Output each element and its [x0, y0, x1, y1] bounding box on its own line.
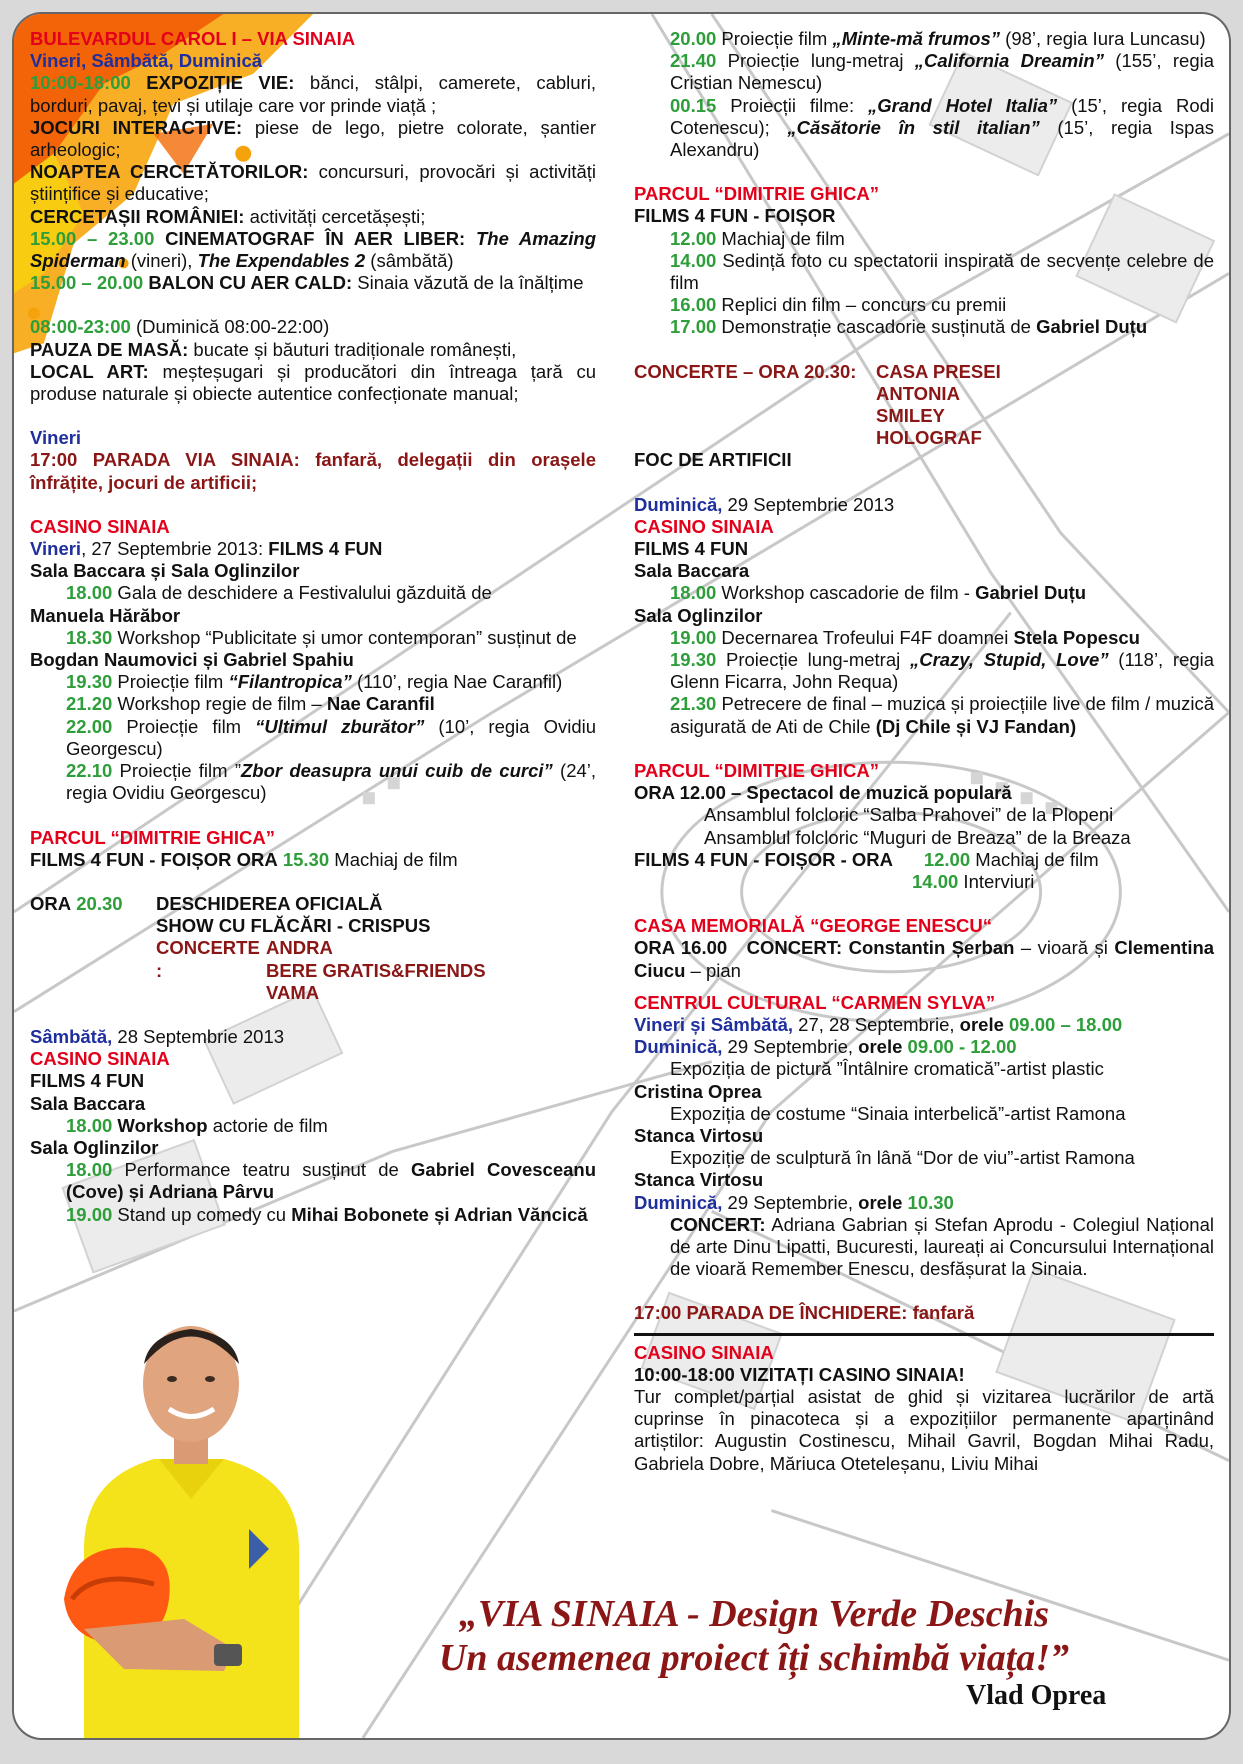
man-with-hardhat-photo — [64, 1299, 319, 1739]
section-title: PARCUL “DIMITRIE GHICA” — [634, 183, 879, 205]
section-title: PARCUL “DIMITRIE GHICA” — [634, 759, 879, 781]
section-title: CASA MEMORIALĂ “GEORGE ENESCU“ — [634, 915, 993, 937]
section-title: CASINO SINAIA — [634, 1341, 774, 1363]
slogan-author: Vlad Oprea — [966, 1680, 1107, 1711]
slogan: „VIA SINAIA - Design Verde Deschis Un asemenea proiect îți schimbă viața!” — [438, 1593, 1070, 1679]
opening-block: ORA 20.30 DESCHIDEREA OFICIALĂ SHOW CU FLĂCĂRI - CRISPUS CONCERTE : ANDRA BERE GRATIS&FRIENDS VAMA — [30, 892, 486, 1003]
poster-page — [12, 12, 1231, 1740]
section-title: CASINO SINAIA — [30, 515, 170, 537]
right-column: 20.00 Proiecție film „Minte-mă frumos” (98’, regia Iura Luncasu) 21.40 Proiecție lung-metraj „California Dreamin” (155’, regia Cristian Nemescu) 00.15 Proiecții filme: „Grand Hotel Italia” (15’, regia Rodi Cotenescu); „Căsătorie în stil italian” (15’, regia Ispas Alexandru) PARCUL “DIMITRIE GHICA” FILMS 4 FUN - FOIȘOR 12.00 Machiaj de film 14.00 Sedință foto cu spectatorii inspirată de secvențe celebre de film 16.00 Replici din film – concurs cu premii 17.00 Demonstrație cascadorie susținută de Gabriel Duțu CONCERTE – ORA 20.30: CASA PRESEI ANTONIA SMILEY HOLOGRAF FOC DE ARTIFICII Duminică, 29 Septembrie 2013 CASINO SINAIA FILMS 4 FUN Sala Baccara 18.00 Workshop cascadorie de film - Gabriel Duțu Sala Oglinzilor 19.00 Decernarea Trofeului F4F doamnei Stela Popescu 19.30 Proiecție lung-metraj „Crazy, Stupid, Love” (118’, regia Glenn Ficarra, John Requa) 21.30 Petrecere de final – muzica și proiecțiile live de film / muzică asigurată de Ati de Chile (Dj Chile și VJ Fandan) PARCUL “DIMITRIE GHICA” ORA 12.00 – Spectacol de muzică populară Ansamblul folcloric “Salba Prahovei” de la Plopeni Ansamblul folcloric “Muguri de Breaza” de la Breaza FILMS 4 FUN - FOIȘOR - ORA 12.00 Machiaj de film 14.00 Interviuri CASA MEMORIALĂ “GEORGE ENESCU“ ORA 16.00 CONCERT: Constantin Șerban – vioară și Clementina Ciucu – pian CENTRUL CULTURAL “CARMEN SYLVA” Vineri și Sâmbătă, 27, 28 Septembrie, orele 09.00 – 18.00 Duminică, 29 Septembrie, orele 09.00 - 12.00 Expoziția de pictură ”Întâlnire cromatică”-artist plastic Cristina Oprea Expoziția de costume “Sinaia interbelică”-artist Ramona Stanca Virtosu Expoziție de sculptură în lână “Dor de viu”-artist Ramona Stanca Virtosu Duminică, 29 Septembrie, orele 10.30 CONCERT: Adriana Gabrian și Stefan Aprodu - Colegiul Național de arte Dinu Lipatti, Bucuresti, laureați ai Concursului Internațional de vioară Remember Enescu, desfășurat la Sinaia. 17:00 PARADA DE ÎNCHIDERE: fanfară CASINO SINAIA 10:00-18:00 VIZITAȚI CASINO SINAIA! Tur complet/parțial asistat de ghid și vizitarea lucrărilor de artă cuprinse în pinacoteca și a expozițiilor permanente aparținând artiștilor: Augustin Costinescu, Mihail Gavril, Bogdan Mihai Radu, Gabriela Dobre, Măriuca Oteteleșanu, Liviu Mihai — [634, 28, 1215, 1474]
left-column: BULEVARDUL CAROL I – VIA SINAIA Vineri, Sâmbătă, Duminică 10:00-18:00 EXPOZIȚIE VIE: bănci, stâlpi, camerete, cabluri, borduri, pavaj, țevi și utilaje care vor prinde viață ; JOCURI INTERACTIVE: piese de lego, pietre colorate, șantier arheologic; NOAPTEA CERCETĂTORILOR: concursuri, provocări și activități științifice și educative; CERCETAȘII ROMÂNIEI: activități cercetășești; 15.00 – 23.00 CINEMATOGRAF ÎN AER LIBER: The Amazing Spiderman (vineri), The Expendables 2 (sâmbătă) 15.00 – 20.00 BALON CU AER CALD: Sinaia văzută de la înălțime 08:00-23:00 (Duminică 08:00-22:00) PAUZA DE MASĂ: bucate și băuturi tradiționale românești, LOCAL ART: meșteșugari și producători din întreaga țară cu produse naturale și obiecte autentice confecționate manual; Vineri 17:00 PARADA VIA SINAIA: fanfară, delegații din orașele înfrățite, jocuri de artificii; CASINO SINAIA Vineri, 27 Septembrie 2013: FILMS 4 FUN Sala Baccara și Sala Oglinzilor 18.00 Gala de deschidere a Festivalului găzduită de Manuela Hărăbor 18.30 Workshop “Publicitate și umor contemporan” susținut de Bogdan Naumovici și Gabriel Spahiu 19.30 Proiecție film “Filantropica” (110’, regia Nae Caranfil) 21.20 Workshop regie de film – Nae Caranfil 22.00 Proiecție film “Ultimul zburător” (10’, regia Ovidiu Georgescu) 22.10 Proiecție film ”Zbor deasupra unui cuib de curci” (24’, regia Ovidiu Georgescu) PARCUL “DIMITRIE GHICA” FILMS 4 FUN - FOIȘOR ORA 15.30 Machiaj de film ORA 20.30 DESCHIDEREA OFICIALĂ SHOW CU FLĂCĂRI - CRISPUS CONCERTE : ANDRA BERE GRATIS&FRIENDS VAMA Sâmbătă, 28 Septembrie 2013 CASINO SINAIA FILMS 4 FUN Sala Baccara 18.00 Workshop actorie de film Sala Oglinzilor 18.00 Performance teatru susținut de Gabriel Covesceanu (Cove) și Adriana Pârvu 19.00 Stand up comedy cu Mihai Bobonete și Adrian Văncică — [30, 28, 597, 1225]
section-title: CENTRUL CULTURAL “CARMEN SYLVA” — [634, 991, 996, 1013]
divider — [634, 1333, 1214, 1336]
section-title: BULEVARDUL CAROL I – VIA SINAIA — [30, 28, 356, 49]
section-title: CASINO SINAIA — [30, 1048, 170, 1070]
section-title: CASINO SINAIA — [634, 515, 774, 537]
concerts-block: CONCERTE – ORA 20.30: CASA PRESEI ANTONIA SMILEY HOLOGRAF — [634, 360, 1001, 449]
section-title: PARCUL “DIMITRIE GHICA” — [30, 826, 275, 848]
